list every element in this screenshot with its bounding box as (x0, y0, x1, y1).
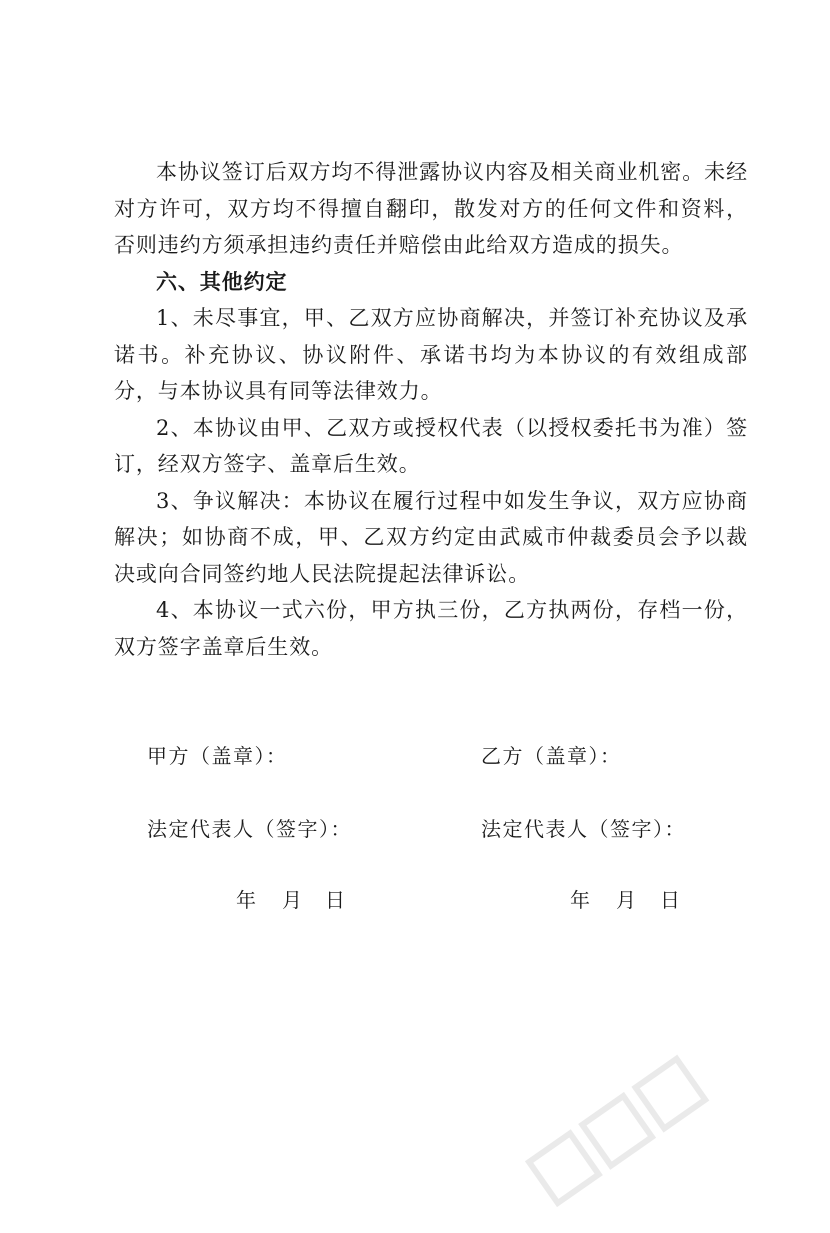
party-b-date-year: 年 (570, 888, 590, 912)
section-heading-other-agreements: 六、其他约定 (156, 269, 288, 294)
party-b-seal-label: 乙方（盖章）： (481, 744, 622, 768)
document-body (114, 154, 748, 665)
paragraph-clause-4: 4、本协议一式六份，甲方执三份，乙方执两份，存档一份，双方签字盖章后生效。 (114, 598, 748, 659)
party-a-date-year: 年 (236, 888, 256, 912)
party-b-date-day: 日 (660, 888, 680, 912)
party-a-date-month: 月 (282, 888, 302, 912)
party-b-date-month: 月 (616, 888, 636, 912)
paragraph-clause-3: 3、争议解决：本协议在履行过程中如发生争议，双方应协商解决；如协商不成，甲、乙双方约定由武威市仲裁委员会予以裁决或向合同签约地人民法院提起法律诉讼。 (114, 488, 748, 586)
paragraph-clause-1: 1、未尽事宜，甲、乙双方应协商解决，并签订补充协议及承诺书。补充协议、协议附件、承诺书均为本协议的有效组成部分，与本协议具有同等法律效力。 (114, 306, 748, 403)
party-a-date-day: 日 (325, 888, 345, 912)
paragraph-clause-2: 2、本协议由甲、乙双方或授权代表（以授权委托书为准）签订，经双方签字、盖章后生效。 (114, 415, 748, 476)
party-b-representative-label: 法定代表人（签字）： (481, 817, 686, 841)
paragraph-confidentiality: 本协议签订后双方均不得泄露协议内容及相关商业机密。未经对方许可，双方均不得擅自翻印，散发对方的任何文件和资料，否则违约方须承担违约责任并赔偿由此给双方造成的损失。 (114, 160, 748, 257)
watermark-graphic (509, 1037, 730, 1233)
party-a-representative-label: 法定代表人（签字）： (147, 817, 352, 841)
party-a-seal-label: 甲方（盖章）： (147, 744, 288, 768)
